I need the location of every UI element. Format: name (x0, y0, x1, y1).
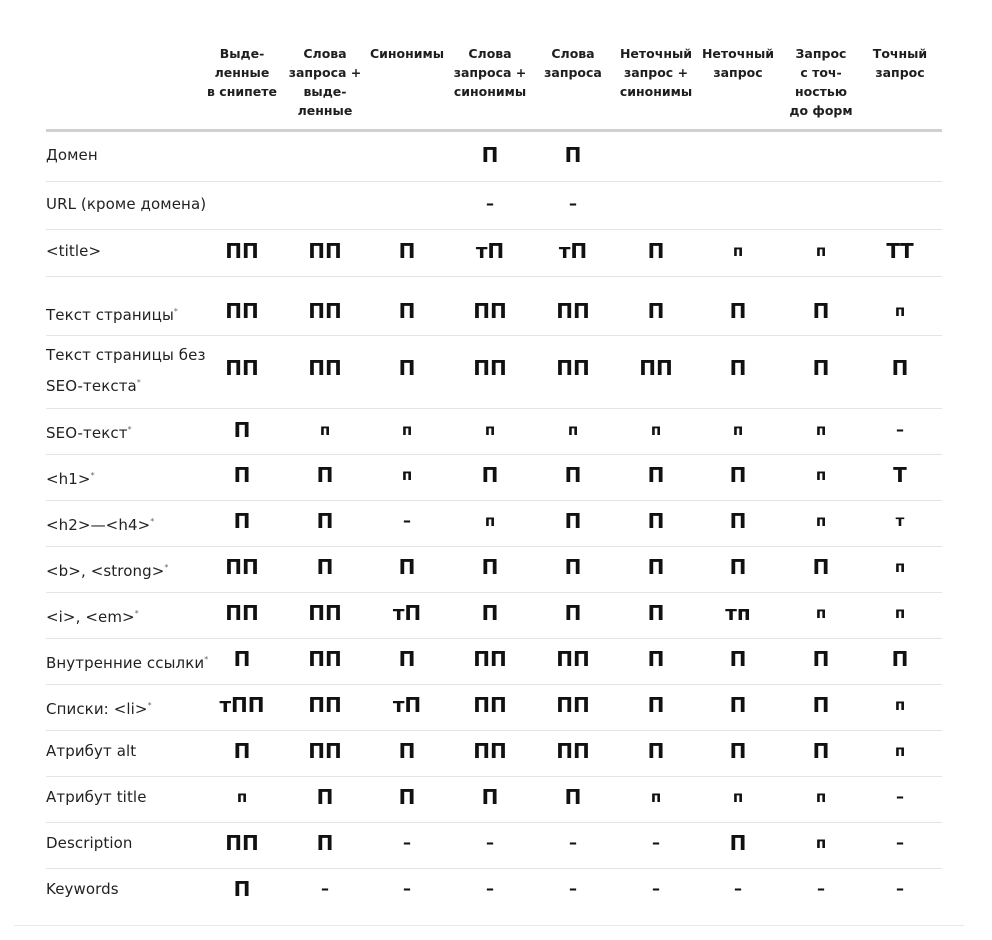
table-cell: – (817, 879, 825, 898)
column-header: Синонимы (369, 46, 445, 61)
row-label-text: Description (46, 834, 133, 852)
row-label (46, 298, 178, 329)
row-label (46, 508, 154, 539)
table-cell: ПП (225, 601, 259, 625)
column-header: Слова запроса + выде- ленные (288, 46, 362, 118)
table-cell: П (891, 647, 909, 671)
table-cell: П (647, 647, 665, 671)
table-cell: тП (558, 239, 588, 263)
column-header: Запрос с точ- ностью до форм (789, 46, 853, 118)
row-label-text: Домен (46, 146, 98, 164)
row-label (46, 416, 132, 447)
row-label (46, 462, 95, 493)
table-cell: п (319, 420, 331, 439)
table-cell: П (481, 143, 499, 167)
table-cell: п (236, 787, 248, 806)
table-cell: П (812, 299, 830, 323)
table-cell: П (398, 299, 416, 323)
header-divider (46, 129, 942, 132)
footnote-mark: * (173, 307, 179, 316)
table-cell: П (564, 785, 582, 809)
table-cell: П (647, 509, 665, 533)
table-cell: П (233, 739, 251, 763)
row-label-text: Текст страницы (46, 306, 174, 324)
row-label (46, 692, 152, 723)
row-divider (46, 776, 942, 777)
table-cell: – (896, 879, 904, 898)
row-divider (46, 454, 942, 455)
table-cell: ПП (473, 356, 507, 380)
table-cell: ПП (225, 299, 259, 323)
row-label-text: Атрибут title (46, 788, 147, 806)
row-label-text: Внутренние ссылки (46, 654, 205, 672)
row-label (46, 876, 119, 903)
table-cell: ПП (225, 239, 259, 263)
table-cell: П (647, 601, 665, 625)
row-label (46, 554, 168, 585)
table-cell: П (316, 785, 334, 809)
row-label (46, 600, 139, 631)
table-cell: тПП (219, 693, 265, 717)
row-divider (46, 335, 942, 336)
row-label-text: Списки: <li> (46, 700, 148, 718)
table-cell: П (812, 647, 830, 671)
row-divider (46, 408, 942, 409)
table-cell: П (398, 739, 416, 763)
column-header: Неточный запрос (701, 46, 775, 80)
table-cell: ПП (308, 647, 342, 671)
table-cell: П (233, 418, 251, 442)
table-cell: П (481, 555, 499, 579)
table-cell: П (729, 647, 747, 671)
table-cell: п (815, 603, 827, 622)
table-cell: п (894, 603, 906, 622)
table-cell: ПП (639, 356, 673, 380)
table-cell: П (398, 555, 416, 579)
table-cell: П (398, 647, 416, 671)
table-cell: – (896, 787, 904, 806)
table-cell: П (564, 601, 582, 625)
column-header: Неточный запрос + синонимы (619, 46, 693, 99)
row-label-text: URL (кроме домена) (46, 195, 207, 213)
table-cell: П (564, 509, 582, 533)
table-cell: П (233, 647, 251, 671)
table-cell: п (815, 833, 827, 852)
table-cell: ПП (473, 299, 507, 323)
table-cell: п (484, 420, 496, 439)
table-cell: Т (893, 463, 907, 487)
table-cell: п (815, 241, 827, 260)
footnote-mark: * (150, 517, 155, 526)
table-cell: ТТ (886, 239, 914, 263)
row-divider (46, 822, 942, 823)
footnote-mark: * (127, 425, 132, 434)
row-label (46, 830, 133, 857)
table-cell: П (233, 877, 251, 901)
table-cell: П (729, 356, 747, 380)
table-cell: П (564, 463, 582, 487)
row-divider (46, 868, 942, 869)
row-divider (46, 229, 942, 230)
table-cell: п (401, 420, 413, 439)
table-cell: ПП (308, 739, 342, 763)
table-cell: П (316, 463, 334, 487)
row-label-text: Текст страницы без SEO-текста (46, 346, 206, 395)
table-cell: тП (475, 239, 505, 263)
table-cell: ПП (473, 739, 507, 763)
table-cell: П (398, 785, 416, 809)
footnote-mark: * (147, 701, 152, 710)
table-cell: ПП (308, 693, 342, 717)
table-cell: П (729, 555, 747, 579)
row-divider (46, 276, 942, 277)
table-cell: – (486, 833, 494, 852)
row-label (46, 784, 147, 811)
table-cell: п (894, 557, 906, 576)
table-cell: ПП (473, 647, 507, 671)
table-cell: п (894, 301, 906, 320)
table-cell: П (564, 143, 582, 167)
table-cell: ПП (556, 647, 590, 671)
row-label-text: Keywords (46, 880, 119, 898)
bottom-divider (14, 925, 964, 926)
table-cell: ПП (308, 239, 342, 263)
table-cell: П (729, 509, 747, 533)
table-cell: – (403, 833, 411, 852)
table-cell: п (732, 420, 744, 439)
row-divider (46, 181, 942, 182)
table-cell: ПП (308, 601, 342, 625)
footnote-mark: * (136, 378, 141, 387)
row-label (46, 738, 136, 765)
table-cell: п (815, 465, 827, 484)
table-cell: П (481, 785, 499, 809)
table-cell: тП (392, 693, 422, 717)
row-divider (46, 546, 942, 547)
row-divider (46, 500, 942, 501)
table-cell: – (734, 879, 742, 898)
table-cell: ПП (225, 831, 259, 855)
table-cell: тП (392, 601, 422, 625)
table-cell: ПП (308, 356, 342, 380)
table-cell: – (403, 511, 411, 530)
row-divider (46, 730, 942, 731)
table-cell: п (894, 695, 906, 714)
table-cell: П (812, 356, 830, 380)
row-label (46, 238, 101, 265)
table-cell: П (481, 463, 499, 487)
table-cell: п (815, 511, 827, 530)
table-cell: п (732, 241, 744, 260)
table-cell: ПП (556, 693, 590, 717)
table-cell: ПП (225, 356, 259, 380)
table-cell: ПП (556, 299, 590, 323)
row-label-text: <h1> (46, 470, 91, 488)
table-cell: ПП (308, 299, 342, 323)
table-cell: П (398, 356, 416, 380)
table-cell: ПП (556, 739, 590, 763)
table-cell: П (647, 239, 665, 263)
table-cell: п (567, 420, 579, 439)
table-cell: П (812, 739, 830, 763)
table-cell: П (647, 693, 665, 717)
row-label-text: Атрибут alt (46, 742, 137, 760)
table-cell: т (895, 511, 905, 530)
table-cell: п (401, 465, 413, 484)
row-divider (46, 592, 942, 593)
table-cell: п (650, 420, 662, 439)
row-label-text: SEO-текст (46, 424, 128, 442)
table-cell: П (647, 299, 665, 323)
table-cell: П (647, 463, 665, 487)
table-cell: – (486, 194, 494, 213)
row-label (46, 646, 208, 677)
table-cell: – (486, 879, 494, 898)
footnote-mark: * (164, 563, 169, 572)
table-cell: – (321, 879, 329, 898)
table-cell: П (729, 299, 747, 323)
table-cell: П (729, 693, 747, 717)
table-cell: п (650, 787, 662, 806)
table-cell: П (729, 831, 747, 855)
table-cell: П (316, 509, 334, 533)
table-cell: П (233, 509, 251, 533)
table-cell: – (896, 420, 904, 439)
table-cell: п (484, 511, 496, 530)
footnote-mark: * (134, 609, 139, 618)
table-cell: п (732, 787, 744, 806)
footnote-mark: * (204, 655, 209, 664)
row-label-text: <h2>—<h4> (46, 516, 151, 534)
table-cell: п (815, 420, 827, 439)
table-cell: – (569, 879, 577, 898)
table-cell: п (894, 741, 906, 760)
column-header: Слова запроса (544, 46, 602, 80)
table-cell: ПП (556, 356, 590, 380)
table-cell: – (569, 194, 577, 213)
table-cell: П (647, 555, 665, 579)
table-cell: П (812, 693, 830, 717)
table-cell: – (403, 879, 411, 898)
row-divider (46, 638, 942, 639)
table-cell: – (569, 833, 577, 852)
row-label-text: <b>, <strong> (46, 562, 165, 580)
row-label (46, 191, 206, 218)
table-cell: П (647, 739, 665, 763)
row-label-text: <i>, <em> (46, 608, 135, 626)
table-cell: – (896, 833, 904, 852)
column-header: Выде- ленные в снипете (207, 46, 277, 99)
table-cell: П (729, 739, 747, 763)
table-cell: – (652, 833, 660, 852)
table-cell: – (652, 879, 660, 898)
table-cell: п (815, 787, 827, 806)
row-label (46, 342, 206, 400)
footnote-mark: * (90, 471, 95, 480)
column-header: Слова запроса + синонимы (453, 46, 527, 99)
table-cell: П (564, 555, 582, 579)
table-cell: П (481, 601, 499, 625)
table-cell: тп (725, 601, 751, 625)
table-cell: П (729, 463, 747, 487)
table-cell: ПП (225, 555, 259, 579)
table-cell: П (233, 463, 251, 487)
table-cell: П (891, 356, 909, 380)
table-cell: ПП (473, 693, 507, 717)
table-cell: П (398, 239, 416, 263)
row-divider (46, 684, 942, 685)
table-cell: П (316, 555, 334, 579)
row-label-text: <title> (46, 242, 102, 260)
column-header: Точный запрос (872, 46, 928, 80)
table-cell: П (316, 831, 334, 855)
table-cell: П (812, 555, 830, 579)
row-label (46, 142, 98, 169)
